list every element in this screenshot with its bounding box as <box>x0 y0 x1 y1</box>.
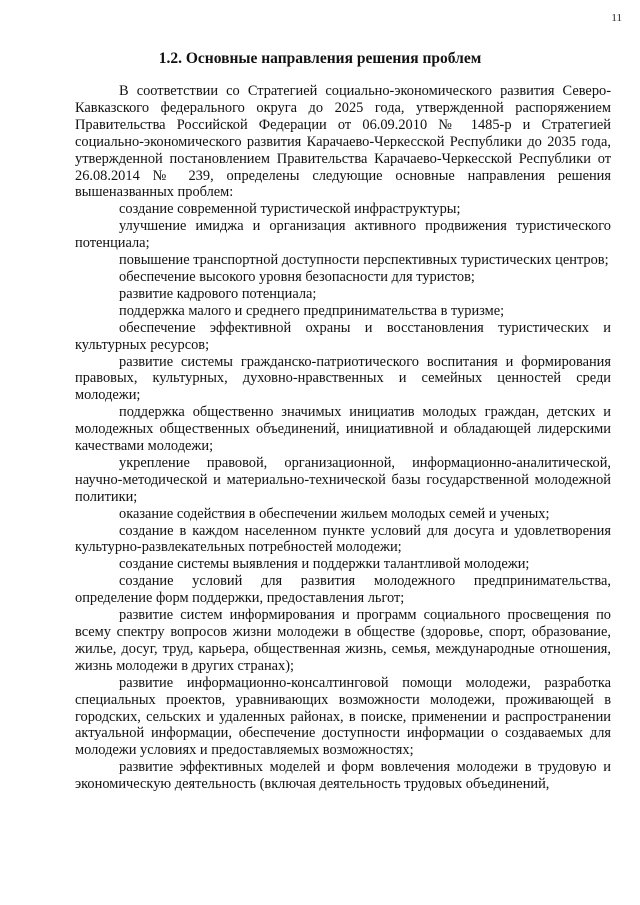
list-item: развитие систем информирования и программ социального просвещения по всему спектру вопросов жизни молодежи в обществе (здоровье, спорт, образование, жилье, досуг, труд, карьера, общественная жизнь, семья, международные отношения, жизнь молодежи в других странах); <box>75 607 611 674</box>
list-item: создание современной туристической инфраструктуры; <box>119 201 461 218</box>
list-item: развитие системы гражданско-патриотического воспитания и формирования правовых, культурных, духовно-нравственных и семейных ценностей среди молодежи; <box>75 353 611 404</box>
list-item: обеспечение высокого уровня безопасности для туристов; <box>119 268 475 285</box>
list-item: развитие кадрового потенциала; <box>119 285 317 302</box>
page-number: 11 <box>611 12 622 24</box>
list-item: обеспечение эффективной охраны и восстановления туристических и культурных ресурсов; <box>75 319 611 353</box>
list-item: поддержка малого и среднего предпринимательства в туризме; <box>119 302 505 319</box>
list-item: улучшение имиджа и организация активного продвижения туристического потенциала; <box>75 218 611 252</box>
list-item: поддержка общественно значимых инициатив молодых граждан, детских и молодежных общественных объединений, инициативной и обладающей лидерскими качествами молодежи; <box>75 404 611 455</box>
list-item: создание условий для развития молодежного предпринимательства, определение форм поддержки, предоставления льгот; <box>75 573 611 607</box>
section-title: 1.2. Основные направления решения проблем <box>158 50 482 67</box>
list-item: создание системы выявления и поддержки талантливой молодежи; <box>119 556 530 573</box>
document-body <box>75 83 611 793</box>
list-item: повышение транспортной доступности перспективных туристических центров; <box>119 252 609 269</box>
list-item: оказание содействия в обеспечении жильем молодых семей и ученых; <box>119 505 550 522</box>
intro-paragraph: В соответствии со Стратегией социально-экономического развития Северо-Кавказского федерального округа до 2025 года, утвержденной распоряжением Правительства Российской Федерации от 06.09.2010 № 1485-р и Стратегией социально-экономического развития Карачаево-Черкесской Республики до 2035 года, утвержденной постановлением Правительства Карачаево-Черкесской Республики от 26.08.2014 № 239, определены следующие основные направления решения вышеназванных проблем: <box>75 83 611 201</box>
list-item: развитие информационно-консалтинговой помощи молодежи, разработка специальных проектов, уравнивающих возможности молодежи, проживающей в городских, сельских и удаленных районах, в поиске, применении и распространении актуальной информации, обеспечение доступности информации о создаваемых для молодежи условиях и предоставляемых возможностях; <box>75 674 611 759</box>
list-item: развитие эффективных моделей и форм вовлечения молодежи в трудовую и экономическую деятельность (включая деятельность трудовых объединений, <box>75 759 611 793</box>
list-item: создание в каждом населенном пункте условий для досуга и удовлетворения культурно-развлекательных потребностей молодежи; <box>75 522 611 556</box>
list-item: укрепление правовой, организационной, информационно-аналитической, научно-методической и материально-технической базы государственной молодежной политики; <box>75 454 611 505</box>
